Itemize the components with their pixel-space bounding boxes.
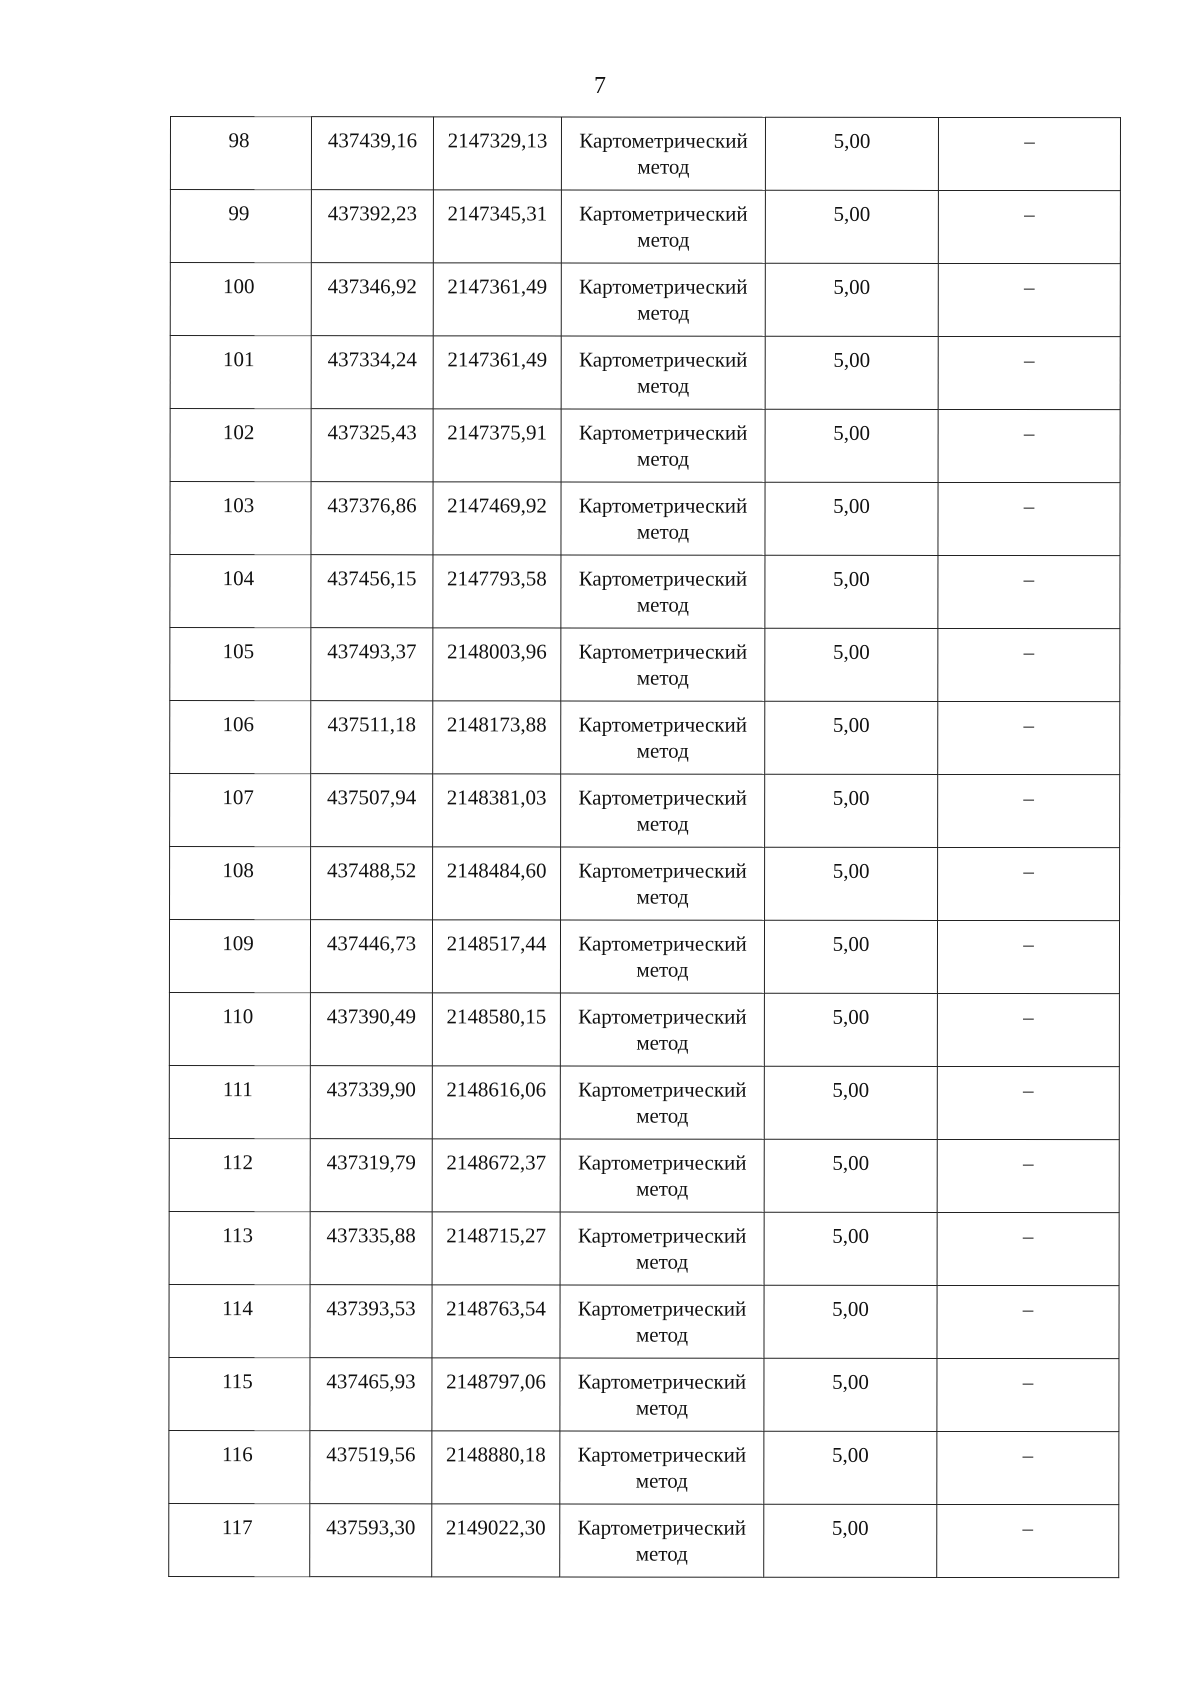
- table-body: [169, 117, 1121, 1578]
- y-coordinate-cell: 2148715,27: [432, 1212, 560, 1285]
- accuracy-cell: 5,00: [765, 336, 938, 409]
- note-cell: –: [938, 117, 1120, 190]
- accuracy-cell: 5,00: [765, 117, 938, 190]
- accuracy-cell: 5,00: [764, 1212, 937, 1285]
- note-cell: –: [938, 774, 1120, 847]
- x-coordinate-cell: 437519,56: [310, 1431, 432, 1504]
- point-number-cell: 117: [169, 1503, 310, 1576]
- note-cell: –: [937, 1431, 1119, 1504]
- y-coordinate-cell: 2147469,92: [433, 482, 561, 555]
- x-coordinate-cell: 437346,92: [311, 263, 433, 336]
- y-coordinate-cell: 2148797,06: [432, 1358, 560, 1431]
- point-number-cell: 99: [170, 190, 311, 263]
- accuracy-cell: 5,00: [765, 409, 938, 482]
- accuracy-cell: 5,00: [764, 1504, 937, 1577]
- accuracy-cell: 5,00: [765, 628, 938, 701]
- accuracy-cell: 5,00: [765, 847, 938, 920]
- accuracy-cell: 5,00: [765, 190, 938, 263]
- table-row: [170, 263, 1120, 337]
- table-row: [169, 1503, 1119, 1577]
- table-row: [169, 1357, 1119, 1431]
- point-number-cell: 98: [170, 117, 311, 190]
- method-cell: Картометрический метод: [561, 263, 765, 336]
- x-coordinate-cell: 437339,90: [310, 1066, 432, 1139]
- table-row: [170, 409, 1120, 483]
- method-cell: Картометрический метод: [561, 628, 765, 701]
- method-cell: Картометрический метод: [561, 701, 765, 774]
- method-cell: Картометрический метод: [561, 336, 765, 409]
- y-coordinate-cell: 2147361,49: [433, 263, 561, 336]
- y-coordinate-cell: 2148003,96: [433, 628, 561, 701]
- note-cell: –: [937, 1358, 1119, 1431]
- point-number-cell: 112: [169, 1138, 310, 1211]
- point-number-cell: 104: [170, 555, 311, 628]
- accuracy-cell: 5,00: [765, 701, 938, 774]
- table-row: [169, 1430, 1119, 1504]
- method-cell: Картометрический метод: [560, 1212, 764, 1285]
- method-cell: Картометрический метод: [561, 847, 765, 920]
- table-row: [170, 336, 1120, 410]
- x-coordinate-cell: 437390,49: [310, 993, 432, 1066]
- accuracy-cell: 5,00: [765, 774, 938, 847]
- y-coordinate-cell: 2148517,44: [432, 920, 560, 993]
- x-coordinate-cell: 437507,94: [311, 774, 433, 847]
- y-coordinate-cell: 2147329,13: [433, 117, 561, 190]
- table-row: [169, 1065, 1119, 1139]
- table-row: [169, 1284, 1119, 1358]
- y-coordinate-cell: 2148381,03: [433, 774, 561, 847]
- point-number-cell: 105: [170, 628, 311, 701]
- accuracy-cell: 5,00: [765, 482, 938, 555]
- x-coordinate-cell: 437446,73: [310, 920, 432, 993]
- accuracy-cell: 5,00: [765, 555, 938, 628]
- method-cell: Картометрический метод: [560, 920, 764, 993]
- coordinates-table: [168, 116, 1121, 1578]
- table-row: [170, 482, 1120, 556]
- x-coordinate-cell: 437456,15: [311, 555, 433, 628]
- x-coordinate-cell: 437593,30: [310, 1504, 432, 1577]
- x-coordinate-cell: 437376,86: [311, 482, 433, 555]
- note-cell: –: [937, 1139, 1119, 1212]
- x-coordinate-cell: 437488,52: [311, 847, 433, 920]
- y-coordinate-cell: 2148616,06: [432, 1066, 560, 1139]
- accuracy-cell: 5,00: [764, 1358, 937, 1431]
- table-row: [170, 628, 1120, 702]
- note-cell: –: [937, 1066, 1119, 1139]
- method-cell: Картометрический метод: [560, 1139, 764, 1212]
- note-cell: –: [938, 555, 1120, 628]
- y-coordinate-cell: 2147375,91: [433, 409, 561, 482]
- note-cell: –: [938, 190, 1120, 263]
- note-cell: –: [937, 920, 1119, 993]
- x-coordinate-cell: 437511,18: [311, 701, 433, 774]
- method-cell: Картометрический метод: [561, 409, 765, 482]
- y-coordinate-cell: 2147361,49: [433, 336, 561, 409]
- accuracy-cell: 5,00: [764, 993, 937, 1066]
- point-number-cell: 109: [169, 920, 310, 993]
- x-coordinate-cell: 437493,37: [311, 628, 433, 701]
- point-number-cell: 103: [170, 482, 311, 555]
- table-row: [170, 555, 1120, 629]
- x-coordinate-cell: 437393,53: [310, 1285, 432, 1358]
- note-cell: –: [938, 701, 1120, 774]
- note-cell: –: [937, 1212, 1119, 1285]
- x-coordinate-cell: 437334,24: [311, 336, 433, 409]
- note-cell: –: [937, 1504, 1119, 1577]
- method-cell: Картометрический метод: [560, 1358, 764, 1431]
- point-number-cell: 106: [170, 701, 311, 774]
- x-coordinate-cell: 437325,43: [311, 409, 433, 482]
- y-coordinate-cell: 2148763,54: [432, 1285, 560, 1358]
- y-coordinate-cell: 2148580,15: [432, 993, 560, 1066]
- method-cell: Картометрический метод: [561, 190, 765, 263]
- accuracy-cell: 5,00: [764, 1431, 937, 1504]
- point-number-cell: 108: [170, 847, 311, 920]
- y-coordinate-cell: 2148173,88: [433, 701, 561, 774]
- y-coordinate-cell: 2148880,18: [432, 1431, 560, 1504]
- point-number-cell: 114: [169, 1284, 310, 1357]
- x-coordinate-cell: 437465,93: [310, 1358, 432, 1431]
- method-cell: Картометрический метод: [561, 555, 765, 628]
- note-cell: –: [938, 336, 1120, 409]
- point-number-cell: 102: [170, 409, 311, 482]
- point-number-cell: 113: [169, 1211, 310, 1284]
- table-row: [170, 190, 1120, 264]
- method-cell: Картометрический метод: [560, 1431, 764, 1504]
- accuracy-cell: 5,00: [764, 920, 937, 993]
- table-row: [169, 920, 1119, 994]
- note-cell: –: [937, 1285, 1119, 1358]
- table-row: [170, 847, 1120, 921]
- x-coordinate-cell: 437439,16: [311, 117, 433, 190]
- point-number-cell: 116: [169, 1430, 310, 1503]
- table-row: [169, 992, 1119, 1066]
- note-cell: –: [938, 263, 1120, 336]
- y-coordinate-cell: 2148672,37: [432, 1139, 560, 1212]
- point-number-cell: 100: [170, 263, 311, 336]
- accuracy-cell: 5,00: [764, 1066, 937, 1139]
- table-row: [169, 1211, 1119, 1285]
- method-cell: Картометрический метод: [561, 482, 765, 555]
- accuracy-cell: 5,00: [765, 263, 938, 336]
- x-coordinate-cell: 437392,23: [311, 190, 433, 263]
- y-coordinate-cell: 2149022,30: [432, 1504, 560, 1577]
- point-number-cell: 107: [170, 774, 311, 847]
- method-cell: Картометрический метод: [561, 774, 765, 847]
- note-cell: –: [938, 482, 1120, 555]
- note-cell: –: [938, 847, 1120, 920]
- point-number-cell: 111: [169, 1065, 310, 1138]
- point-number-cell: 115: [169, 1357, 310, 1430]
- accuracy-cell: 5,00: [764, 1285, 937, 1358]
- x-coordinate-cell: 437319,79: [310, 1139, 432, 1212]
- page-number: 7: [594, 73, 606, 99]
- point-number-cell: 110: [169, 992, 310, 1065]
- method-cell: Картометрический метод: [560, 1066, 764, 1139]
- method-cell: Картометрический метод: [560, 993, 764, 1066]
- table-row: [170, 701, 1120, 775]
- y-coordinate-cell: 2147793,58: [433, 555, 561, 628]
- note-cell: –: [938, 628, 1120, 701]
- table-row: [170, 774, 1120, 848]
- accuracy-cell: 5,00: [764, 1139, 937, 1212]
- method-cell: Картометрический метод: [560, 1285, 764, 1358]
- table-row: [170, 117, 1120, 191]
- x-coordinate-cell: 437335,88: [310, 1212, 432, 1285]
- method-cell: Картометрический метод: [560, 1504, 764, 1577]
- y-coordinate-cell: 2148484,60: [433, 847, 561, 920]
- note-cell: –: [938, 409, 1120, 482]
- table-row: [169, 1138, 1119, 1212]
- point-number-cell: 101: [170, 336, 311, 409]
- method-cell: Картометрический метод: [561, 117, 765, 190]
- y-coordinate-cell: 2147345,31: [433, 190, 561, 263]
- note-cell: –: [937, 993, 1119, 1066]
